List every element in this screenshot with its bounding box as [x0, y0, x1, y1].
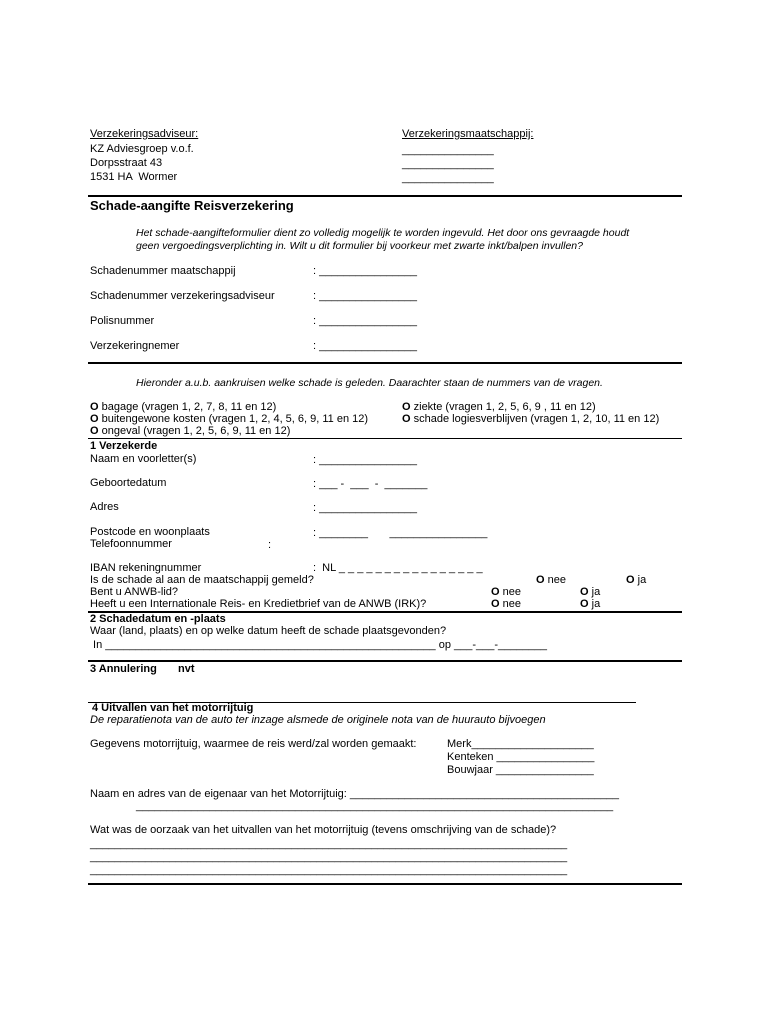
radio-gemeld-nee[interactable]: O [536, 574, 545, 586]
telefoon-label: Telefoonnummer [90, 538, 172, 550]
section-4-heading: 4 Uitvallen van het motorrijtuig [92, 702, 254, 714]
insurer-label: Verzekeringsmaatschappij: [402, 128, 534, 140]
q-irk-ja[interactable] [580, 598, 600, 610]
oorzaak-line-3[interactable]: ______________________________________________________________________________ [90, 864, 568, 876]
divider-top [88, 195, 682, 197]
advisor-street: Dorpsstraat 43 [90, 157, 163, 169]
ref-label-schadenummer-maatschappij: Schadenummer maatschappij [90, 265, 236, 277]
q-irk-nee[interactable] [491, 598, 521, 610]
bouwjaar-field[interactable]: Bouwjaar ________________ [447, 764, 594, 776]
ref-label-schadenummer-adviseur: Schadenummer verzekeringsadviseur [90, 290, 275, 302]
insurer-line-1[interactable]: _______________ [402, 144, 494, 156]
adres-label: Adres [90, 501, 119, 513]
radio-anwb-ja-label: ja [588, 586, 601, 598]
ref-value-schadenummer-maatschappij[interactable]: : ________________ [313, 265, 417, 277]
q-anwb-ja[interactable] [580, 586, 600, 598]
merk-field[interactable]: Merk____________________ [447, 738, 594, 750]
q-anwb: Bent u ANWB-lid? [90, 586, 179, 598]
section-1-heading: 1 Verzekerde [90, 440, 158, 452]
iban-field[interactable]: : NL _ _ _ _ _ _ _ _ _ _ _ _ _ _ _ _ [313, 562, 483, 574]
section-2-answer-line[interactable]: In ______________________________________________________ op ___-___-________ [90, 639, 547, 651]
section-2-question: Waar (land, plaats) en op welke datum heeft de schade plaatsgevonden? [90, 625, 447, 637]
radio-anwb-nee-label: nee [499, 586, 521, 598]
section-3-value: nvt [178, 663, 195, 675]
option-ongeval-label: ongeval (vragen 1, 2, 5, 6, 9, 11 en 12) [98, 425, 291, 437]
radio-irk-nee-label: nee [499, 598, 521, 610]
ref-label-polisnummer: Polisnummer [90, 315, 155, 327]
advisor-city: 1531 HA Wormer [90, 171, 178, 183]
oorzaak-label: Wat was de oorzaak van het uitvallen van het motorrijtuig (tevens omschrijving van de schade)? [90, 824, 557, 836]
instruction-text: Hieronder a.u.b. aankruisen welke schade is geleden. Daarachter staan de nummers van de vragen. [136, 377, 603, 389]
checkbox-ongeval[interactable]: O [90, 425, 99, 437]
ref-label-verzekeringnemer: Verzekeringnemer [90, 340, 180, 352]
section-2-heading: 2 Schadedatum en -plaats [90, 613, 226, 625]
q-gemeld: Is de schade al aan de maatschappij gemeld? [90, 574, 314, 586]
divider-2 [88, 362, 682, 364]
divider-bottom [88, 883, 682, 885]
checkbox-logiesverblijven[interactable]: O [402, 413, 411, 425]
checkbox-bagage[interactable]: O [90, 401, 99, 413]
q-gemeld-ja[interactable] [626, 574, 646, 586]
q-anwb-nee[interactable] [491, 586, 521, 598]
section-3-heading: 3 Annulering [90, 663, 157, 675]
radio-irk-ja[interactable]: O [580, 598, 589, 610]
kenteken-field[interactable]: Kenteken ________________ [447, 751, 595, 763]
insurer-line-2[interactable]: _______________ [402, 158, 494, 170]
option-ziekte[interactable] [402, 401, 596, 413]
insurer-line-3[interactable]: _______________ [402, 172, 494, 184]
ref-value-polisnummer[interactable]: : ________________ [313, 315, 417, 327]
intro-line-2: geen vergoedingsverplichting in. Wilt u dit formulier bij voorkeur met zwarte inkt/balpen invullen? [136, 240, 583, 252]
postcode-label: Postcode en woonplaats [90, 526, 210, 538]
iban-label: IBAN rekeningnummer [90, 562, 202, 574]
radio-irk-ja-label: ja [588, 598, 601, 610]
option-logiesverblijven[interactable] [402, 413, 659, 425]
radio-gemeld-nee-label: nee [544, 574, 566, 586]
radio-gemeld-ja[interactable]: O [626, 574, 635, 586]
naam-label: Naam en voorletter(s) [90, 453, 197, 465]
radio-anwb-ja[interactable]: O [580, 586, 589, 598]
q-gemeld-nee[interactable] [536, 574, 566, 586]
naam-field[interactable]: : ________________ [313, 454, 417, 466]
page-title: Schade-aangifte Reisverzekering [90, 198, 294, 213]
option-buitengewone-kosten[interactable] [90, 413, 368, 425]
option-buitengewone-kosten-label: buitengewone kosten (vragen 1, 2, 4, 5, 6, 9, 11 en 12) [98, 413, 369, 425]
ref-value-verzekeringnemer[interactable]: : ________________ [313, 340, 417, 352]
section-4-note: De reparatienota van de auto ter inzage alsmede de originele nota van de huurauto bijvoegen [90, 714, 546, 726]
checkbox-ziekte[interactable]: O [402, 401, 411, 413]
postcode-field[interactable]: : ________ ________________ [313, 527, 488, 539]
oorzaak-line-1[interactable]: ______________________________________________________________________________ [90, 838, 568, 850]
divider-5 [88, 660, 682, 662]
advisor-name: KZ Adviesgroep v.o.f. [90, 143, 194, 155]
radio-gemeld-ja-label: ja [634, 574, 647, 586]
gegevens-label: Gegevens motorrijtuig, waarmee de reis werd/zal worden gemaakt: [90, 738, 417, 750]
telefoon-field[interactable]: : [268, 539, 272, 551]
adres-field[interactable]: : ________________ [313, 502, 417, 514]
checkbox-buitengewone-kosten[interactable]: O [90, 413, 99, 425]
intro-line-1: Het schade-aangifteformulier dient zo volledig mogelijk te worden ingevuld. Het door ons gevraagde houdt [136, 227, 630, 239]
geboortedatum-field[interactable]: : ___ - ___ - _______ [313, 478, 428, 490]
eigenaar-field-line-2[interactable]: ______________________________________________________________________________ [136, 800, 614, 812]
option-ongeval[interactable] [90, 425, 290, 437]
option-bagage-label: bagage (vragen 1, 2, 7, 8, 11 en 12) [98, 401, 277, 413]
geboortedatum-label: Geboortedatum [90, 477, 167, 489]
oorzaak-line-2[interactable]: ______________________________________________________________________________ [90, 851, 568, 863]
option-logiesverblijven-label: schade logiesverblijven (vragen 1, 2, 10, 11 en 12) [410, 413, 660, 425]
option-bagage[interactable] [90, 401, 276, 413]
q-irk: Heeft u een Internationale Reis- en Kredietbrief van de ANWB (IRK)? [90, 598, 427, 610]
eigenaar-field[interactable]: Naam en adres van de eigenaar van het Motorrijtuig: ____________________________________________ [90, 788, 620, 800]
divider-3 [88, 438, 682, 439]
advisor-label: Verzekeringsadviseur: [90, 128, 199, 140]
radio-anwb-nee[interactable]: O [491, 586, 500, 598]
option-ziekte-label: ziekte (vragen 1, 2, 5, 6, 9 , 11 en 12) [410, 401, 596, 413]
ref-value-schadenummer-adviseur[interactable]: : ________________ [313, 290, 417, 302]
radio-irk-nee[interactable]: O [491, 598, 500, 610]
